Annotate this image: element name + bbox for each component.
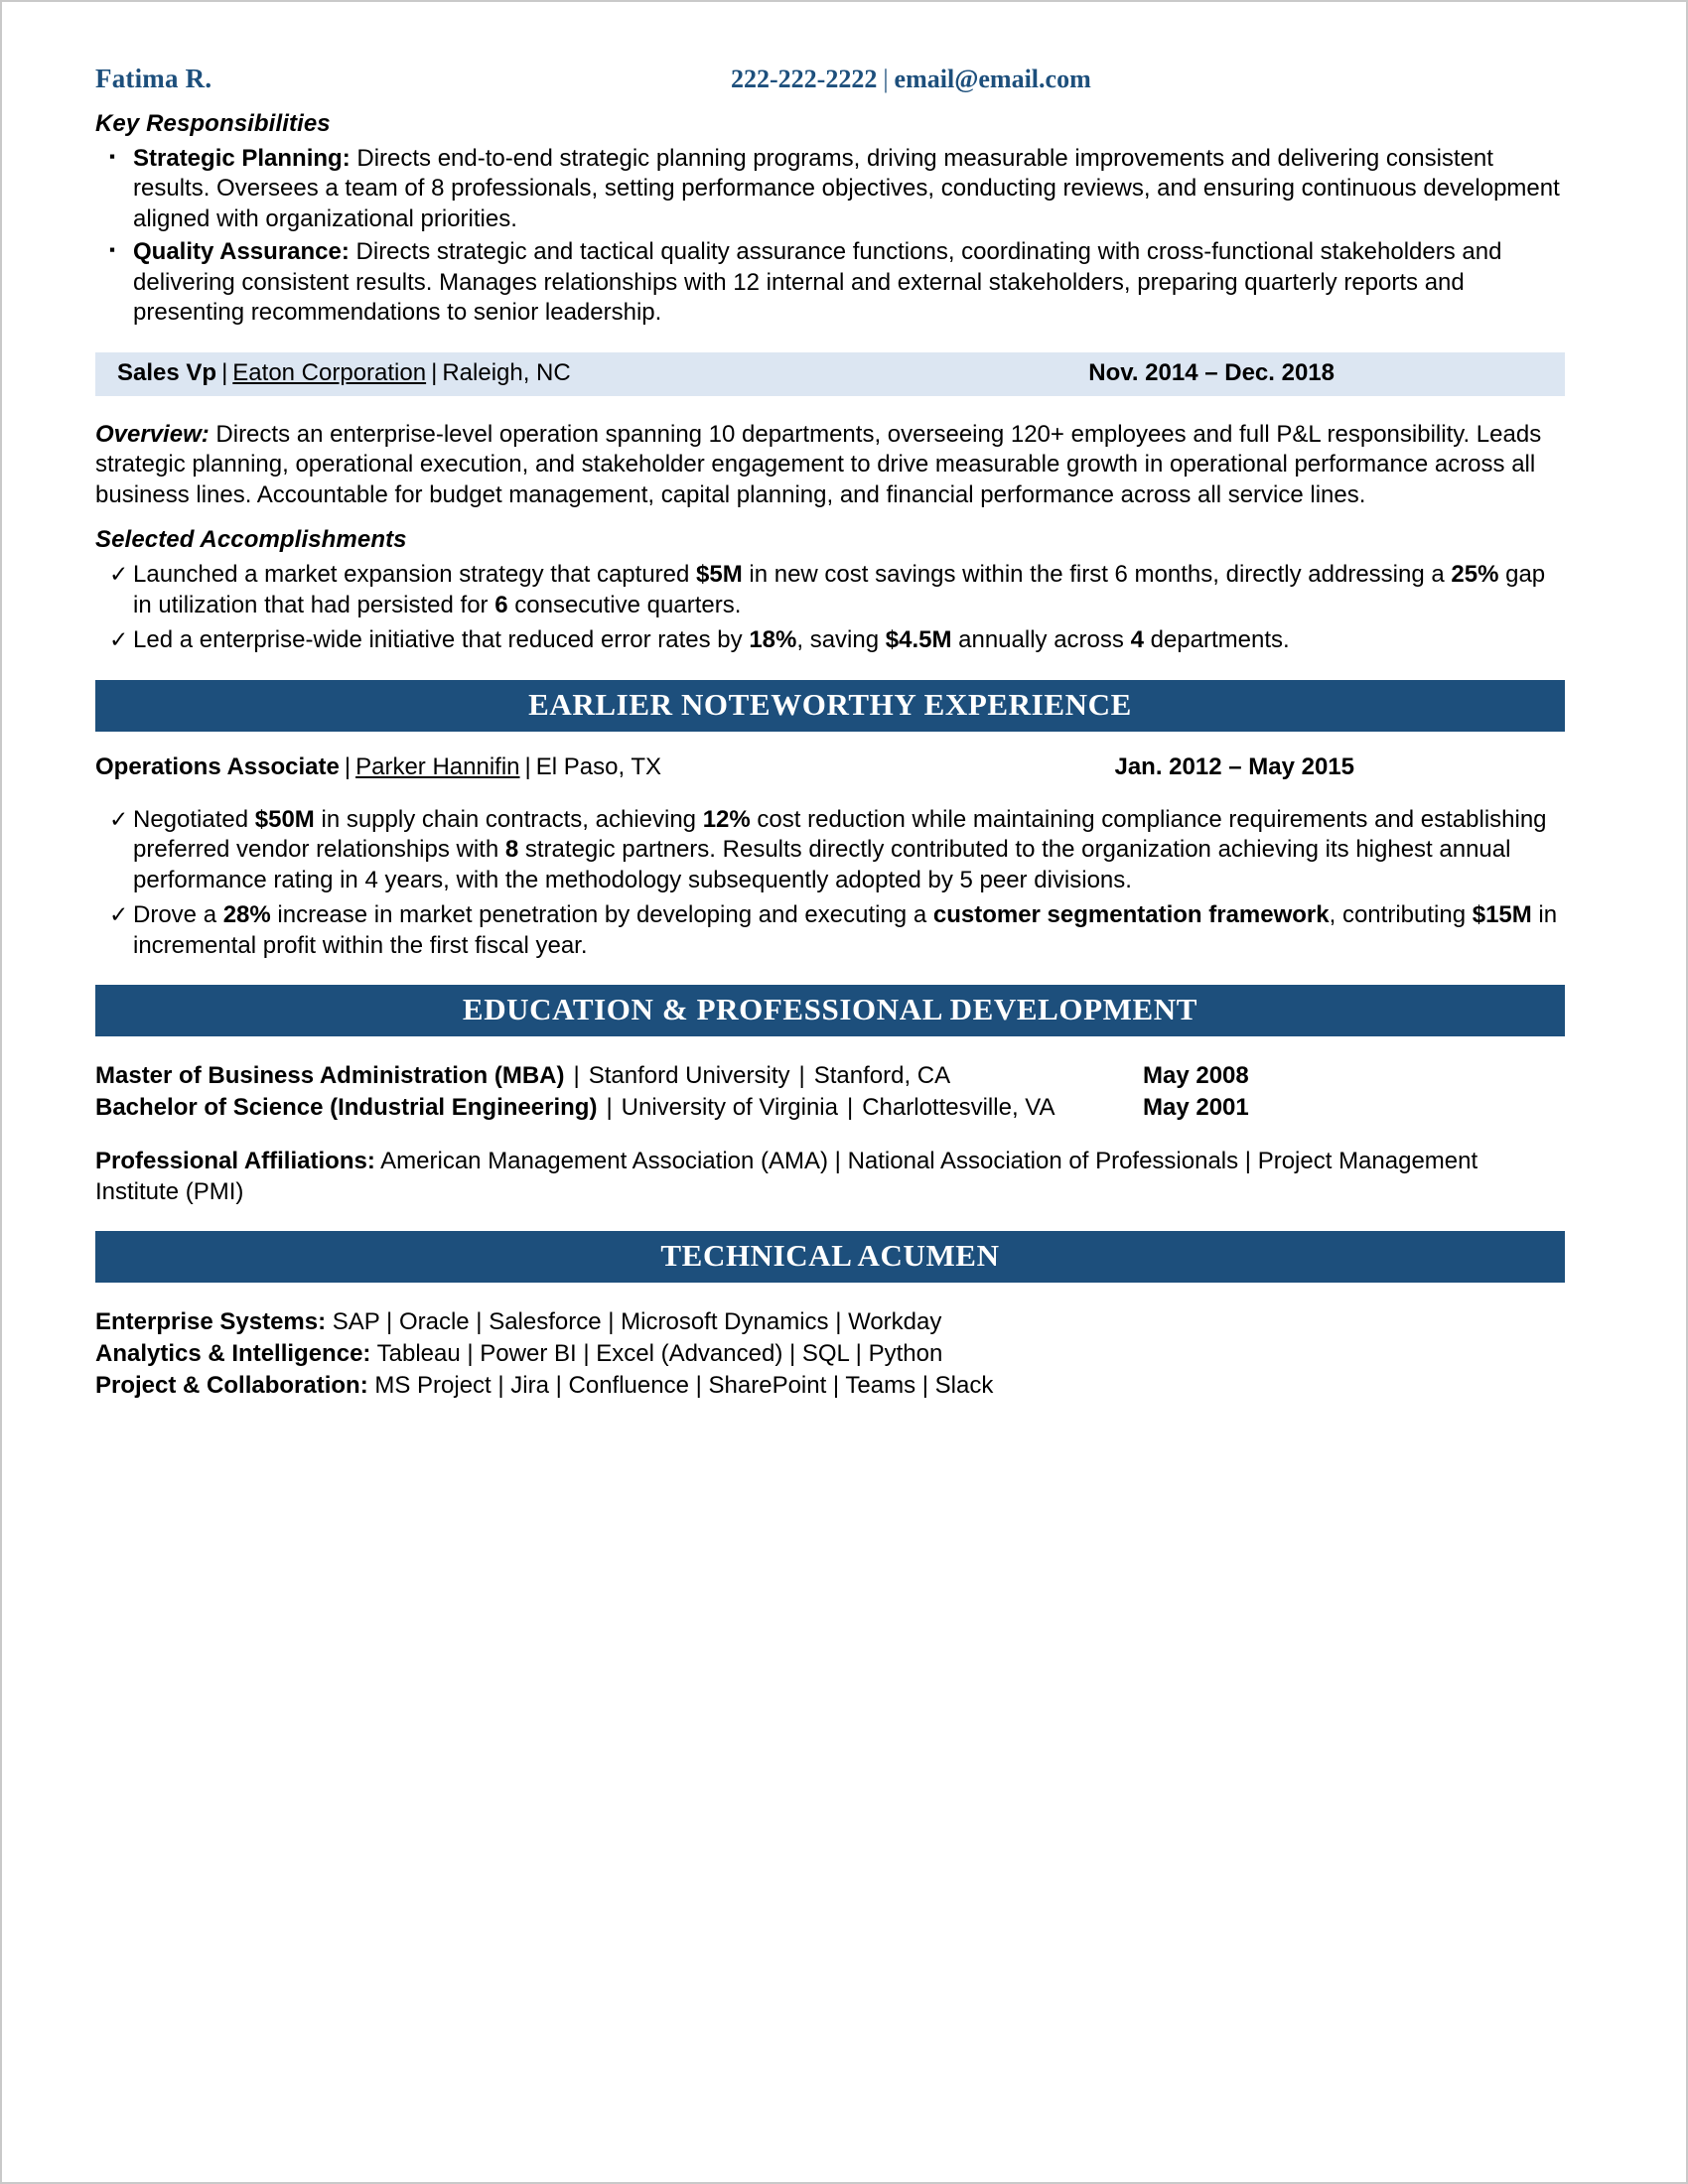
- checkmark-bullet-icon: ✓: [109, 561, 129, 588]
- accomplishment-text: Led a enterprise-wide initiative that reduced error rates by 18%, saving $4.5M annually across 4 departments.: [133, 626, 1290, 654]
- skill-category-label: Project & Collaboration:: [95, 1371, 368, 1399]
- list-item: [95, 900, 1565, 961]
- education-details: [95, 1092, 1143, 1124]
- role-separator: |: [431, 358, 438, 386]
- spacer: [95, 1036, 1565, 1060]
- accomplishment-text: Launched a market expansion strategy that captured $5M in new cost savings within the first 6 months, directly addressing a 25% gap in utilization that had persisted for 6 consecutive quarters.: [133, 561, 1546, 618]
- checkmark-bullet-icon: ✓: [109, 626, 129, 653]
- overview-text: Directs an enterprise-level operation spanning 10 departments, overseeing 120+ employees and full P&L responsibility. Leads strategic planning, operational execution, and stakeholder engagement to drive measurable growth in operational performance across all business lines. Accountable for budget management, capital planning, and financial performance across all service lines.: [95, 420, 1542, 508]
- education-separator: |: [573, 1061, 580, 1089]
- accomplishments-heading: Selected Accomplishments: [95, 526, 407, 554]
- school-location: Charlottesville, VA: [862, 1093, 1055, 1121]
- role-company[interactable]: Eaton Corporation: [232, 358, 427, 386]
- key-responsibilities-heading: Key Responsibilities: [95, 110, 331, 137]
- overview-label: Overview:: [95, 420, 210, 448]
- skill-list: Tableau | Power BI | Excel (Advanced) | SQL | Python: [370, 1340, 943, 1368]
- skill-row: [95, 1306, 1565, 1338]
- spacer: [95, 1283, 1565, 1306]
- skill-row: [95, 1370, 1565, 1402]
- experience-text: Drove a 28% increase in market penetration by developing and executing a customer segmentation framework, contributing $15M in incremental profit within the first fiscal year.: [133, 901, 1558, 959]
- responsibility-text: Directs end-to-end strategic planning programs, driving measurable improvements and delivering consistent results. Oversees a team of 8 professionals, setting performance objectives, conducting reviews, and ensuring continuous development aligned with organizational priorities.: [133, 145, 1560, 232]
- degree-name: Bachelor of Science (Industrial Engineering): [95, 1093, 598, 1121]
- section-band-technical-acumen: TECHNICAL ACUMEN: [95, 1231, 1565, 1283]
- spacer: [95, 510, 1565, 526]
- role-title: Operations Associate: [95, 752, 340, 780]
- skill-list: MS Project | Jira | Confluence | SharePoint | Teams | Slack: [367, 1371, 994, 1399]
- role-line-operations-associate: [95, 753, 1565, 781]
- role-line-left: [95, 753, 661, 781]
- checkmark-bullet-icon: ✓: [109, 901, 129, 928]
- affiliations-text: American Management Association (AMA) | National Association of Professionals | Project Management Institute (PMI): [95, 1147, 1478, 1205]
- education-separator: |: [846, 1093, 854, 1121]
- responsibility-text: Directs strategic and tactical quality assurance functions, coordinating with cross-functional stakeholders and delivering consistent results. Manages relationships with 12 internal and external stakeholders, preparing quarterly reports and presenting recommendations to senior leadership.: [133, 238, 1502, 327]
- spacer: [95, 396, 1565, 420]
- square-bullet-icon: ▪: [109, 147, 116, 166]
- role-location: Raleigh, NC: [442, 358, 571, 386]
- school-location: Stanford, CA: [813, 1061, 951, 1089]
- role-separator: |: [221, 358, 228, 386]
- list-item: [95, 237, 1565, 328]
- list-item: [95, 625, 1565, 655]
- section-band-earlier-experience: EARLIER NOTEWORTHY EXPERIENCE: [95, 680, 1565, 732]
- resume-header: [95, 64, 1565, 94]
- role-bar-sales-vp: [95, 352, 1565, 396]
- checkmark-bullet-icon: ✓: [109, 805, 129, 832]
- skill-category-label: Analytics & Intelligence:: [95, 1340, 371, 1368]
- graduation-date: May 2008: [1143, 1061, 1249, 1089]
- education-separator: |: [798, 1061, 805, 1089]
- education-row: [95, 1060, 1565, 1092]
- list-item: [95, 144, 1565, 234]
- square-bullet-icon: ▪: [109, 240, 116, 260]
- email-address: email@email.com: [894, 65, 1091, 93]
- school-name: University of Virginia: [621, 1093, 838, 1121]
- resume-content: [95, 64, 1565, 1402]
- candidate-name: Fatima R.: [95, 64, 212, 93]
- contact-info: [731, 65, 1091, 94]
- role-title: Sales Vp: [117, 358, 217, 386]
- education-separator: |: [606, 1093, 613, 1121]
- contact-separator: |: [883, 65, 889, 93]
- affiliations-label: Professional Affiliations:: [95, 1147, 375, 1174]
- role-location: El Paso, TX: [535, 752, 662, 780]
- overview-paragraph: [95, 420, 1565, 510]
- responsibility-label: Strategic Planning:: [133, 145, 351, 172]
- professional-affiliations: [95, 1146, 1565, 1207]
- degree-name: Master of Business Administration (MBA): [95, 1061, 565, 1089]
- phone-number: 222-222-2222: [731, 65, 878, 93]
- experience-text: Negotiated $50M in supply chain contracts, achieving 12% cost reduction while maintaining compliance requirements and establishing preferred vendor relationships with 8 strategic partners. Results directly contributed to the organization achieving its highest annual performance rating in 4 years, with the methodology subsequently adopted by 5 peer divisions.: [133, 805, 1547, 893]
- education-details: [95, 1060, 1143, 1092]
- role-separator: |: [344, 752, 352, 780]
- key-responsibilities-list: [95, 144, 1565, 329]
- role-company[interactable]: Parker Hannifin: [355, 752, 520, 780]
- skill-row: [95, 1338, 1565, 1370]
- skill-list: SAP | Oracle | Salesforce | Microsoft Dynamics | Workday: [326, 1308, 942, 1336]
- earlier-experience-list: [95, 805, 1565, 961]
- role-separator: |: [524, 752, 531, 780]
- accomplishments-list: [95, 560, 1565, 655]
- education-row: [95, 1092, 1565, 1124]
- role-bar-left: [117, 359, 571, 387]
- section-band-education: EDUCATION & PROFESSIONAL DEVELOPMENT: [95, 985, 1565, 1036]
- skill-category-label: Enterprise Systems:: [95, 1308, 327, 1336]
- list-item: [95, 560, 1565, 620]
- role-dates: Nov. 2014 – Dec. 2018: [1088, 358, 1335, 386]
- responsibility-label: Quality Assurance:: [133, 238, 350, 266]
- role-dates: Jan. 2012 – May 2015: [1114, 752, 1354, 780]
- graduation-date: May 2001: [1143, 1093, 1249, 1121]
- spacer: [95, 781, 1565, 805]
- school-name: Stanford University: [588, 1061, 790, 1089]
- list-item: [95, 805, 1565, 895]
